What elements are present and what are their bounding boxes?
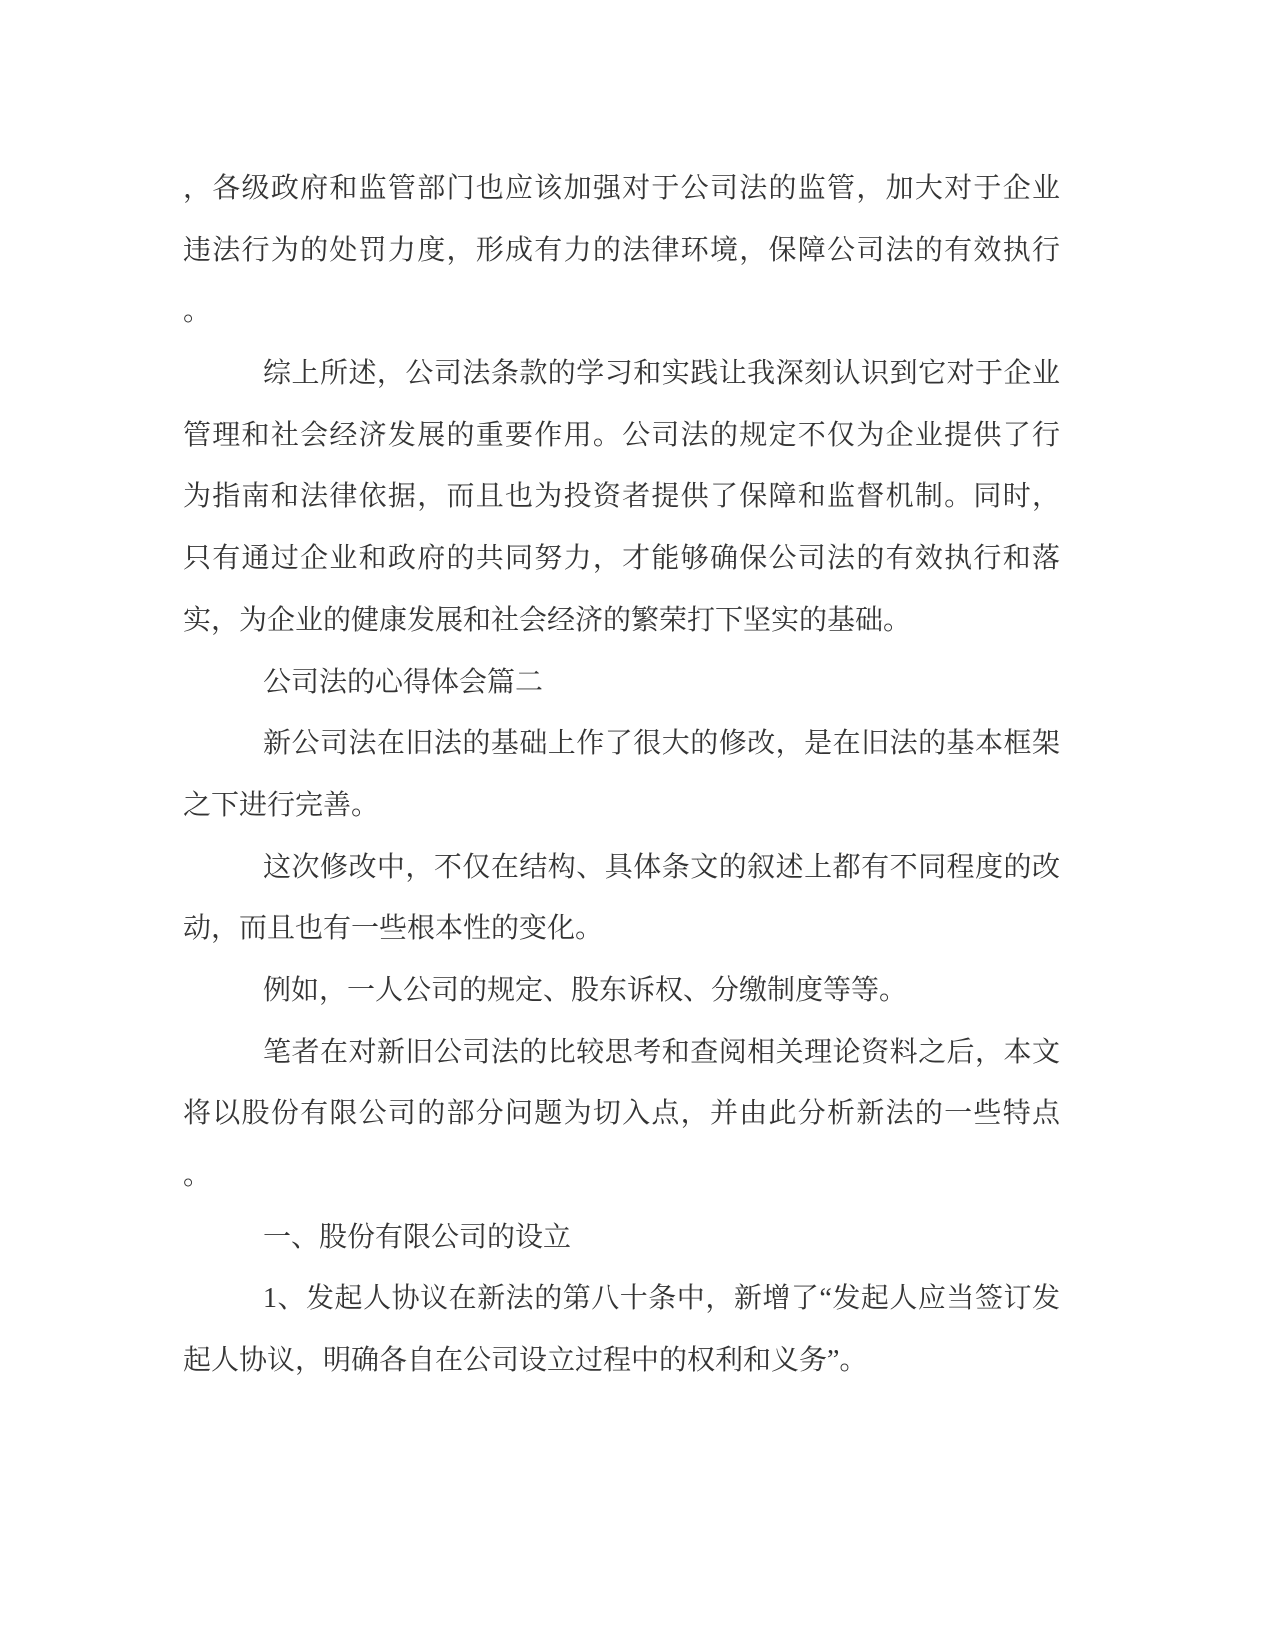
heading-company-establishment — [183, 1207, 1060, 1269]
text-line: 之下进行完善。 — [183, 789, 380, 821]
paragraph-author-intent — [183, 1022, 1060, 1207]
document-body-text — [183, 158, 1060, 1392]
text-line: 。 — [183, 296, 212, 328]
paragraph-examples — [183, 960, 1060, 1022]
text-line: 实，为企业的健康发展和社会经济的繁荣打下坚实的基础。 — [183, 604, 912, 636]
paragraph-revision-changes — [183, 837, 1060, 960]
text-line: 管理和社会经济发展的重要作用。公司法的规定不仅为企业提供了行 — [183, 419, 1060, 451]
text-line: 新公司法在旧法的基础上作了很大的修改，是在旧法的基本框架 — [263, 728, 1060, 760]
text-line: 这次修改中，不仅在结构、具体条文的叙述上都有不同程度的改 — [263, 851, 1060, 883]
paragraph-promoter-agreement — [183, 1268, 1060, 1391]
text-line: 1、发起人协议在新法的第八十条中，新增了“发起人应当签订发 — [263, 1283, 1060, 1315]
text-line: 违法行为的处罚力度，形成有力的法律环境，保障公司法的有效执行 — [183, 234, 1060, 266]
paragraph-summary — [183, 343, 1060, 651]
text-line: 为指南和法律依据，而且也为投资者提供了保障和监督机制。同时， — [183, 481, 1060, 513]
text-line: 将以股份有限公司的部分问题为切入点，并由此分析新法的一些特点 — [183, 1098, 1060, 1130]
paragraph-law-supervision — [183, 158, 1060, 343]
section-title-part-two — [183, 652, 1060, 714]
text-line: 只有通过企业和政府的共同努力，才能够确保公司法的有效执行和落 — [183, 543, 1060, 575]
text-line: 动，而且也有一些根本性的变化。 — [183, 913, 604, 945]
text-line: 。 — [183, 1160, 212, 1191]
text-line: 一、股份有限公司的设立 — [263, 1221, 572, 1253]
text-line: 例如，一人公司的规定、股东诉权、分缴制度等等。 — [263, 974, 908, 1006]
text-line: ，各级政府和监管部门也应该加强对于公司法的监管，加大对于企业 — [183, 173, 1060, 204]
text-line: 公司法的心得体会篇二 — [263, 666, 544, 698]
text-line: 起人协议，明确各自在公司设立过程中的权利和义务”。 — [183, 1345, 868, 1377]
paragraph-new-law-revision — [183, 713, 1060, 836]
text-line: 综上所述，公司法条款的学习和实践让我深刻认识到它对于企业 — [263, 358, 1060, 390]
text-line: 笔者在对新旧公司法的比较思考和查阅相关理论资料之后，本文 — [263, 1036, 1060, 1068]
